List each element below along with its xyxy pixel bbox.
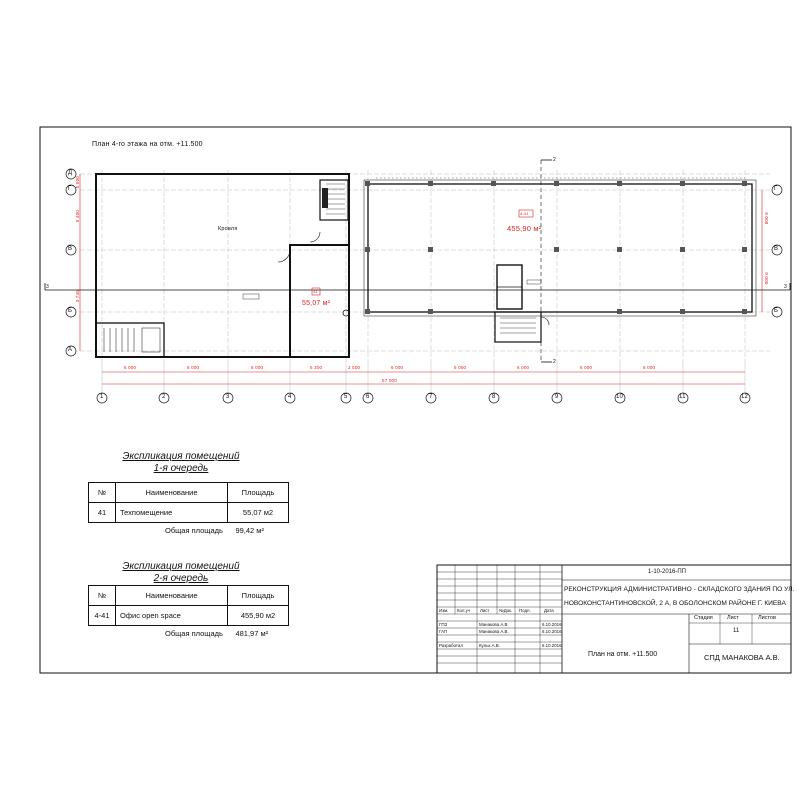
sign-name: Манакова А.В. — [479, 622, 509, 627]
sign-date: 6.10.2016 — [542, 643, 562, 648]
axis-column-label: 2 — [162, 394, 166, 400]
axis-row-label: Д — [68, 170, 73, 176]
roof-label: Кровля — [218, 226, 238, 232]
dimension-label: 9 400 — [75, 210, 80, 223]
axis-row-label: Г — [68, 186, 72, 192]
dimension-label: 3 745 — [75, 290, 80, 303]
axis-row-label: В — [68, 246, 73, 252]
col-header: Кол.уч — [457, 608, 471, 613]
axis-column-label: 11 — [679, 394, 686, 400]
section-mark-bottom: 2 — [553, 359, 556, 365]
dimension-label: 6 000 — [124, 365, 137, 370]
project-title-line1: РЕКОНСТРУКЦИЯ АДМИНИСТРАТИВНО - СКЛАДСКОГО ЗДАНИЯ ПО УЛ. — [564, 586, 795, 593]
room-41-area: 55,07 м² — [302, 300, 331, 307]
total-value: 99,42 м² — [235, 526, 264, 535]
dimension-label: 6 000 — [251, 365, 264, 370]
plan-title: План 4-го этажа на отм. +11.500 — [92, 141, 203, 148]
room-area-cell: 455,90 м2 — [228, 606, 289, 626]
dimension-label: 6 000 — [187, 365, 200, 370]
section-mark-right: 3 — [784, 284, 787, 290]
axis-row-label: Б — [774, 308, 779, 314]
header-cell: Наименование — [116, 586, 228, 606]
dimension-label: 2 500 — [348, 365, 361, 370]
explication-1-title-line1: Экспликация помещений — [122, 451, 240, 462]
sheet-label: Лист — [727, 615, 739, 621]
axis-row-label: А — [68, 347, 73, 353]
sign-role: ГАП — [439, 629, 448, 634]
col-header: Дата — [544, 608, 554, 613]
axis-column-label: 6 — [366, 394, 370, 400]
total-value: 481,97 м² — [235, 629, 269, 638]
dimension-label: 6 000 — [517, 365, 530, 370]
dimension-label: 600 6 — [764, 212, 769, 225]
dimension-total: 57 000 — [382, 378, 397, 383]
sign-name: Манакова А.В. — [479, 629, 509, 634]
room-area-cell: 55,07 м2 — [228, 503, 289, 523]
total-label: Общая площадь — [165, 629, 223, 638]
sign-date: 6.10.2016 — [542, 622, 562, 627]
axis-column-label: 1 — [100, 394, 104, 400]
company-name: СПД МАНАКОВА А.В. — [704, 653, 780, 662]
header-cell: № — [89, 483, 116, 503]
axis-column-label: 10 — [616, 394, 624, 400]
room-4-41-number: 4-41 — [520, 211, 529, 216]
col-header: №Док. — [499, 608, 513, 613]
sign-name: Кульк А.В. — [479, 643, 500, 648]
room-41-number: 41 — [313, 289, 318, 294]
dimension-label: 6 000 — [580, 365, 593, 370]
dimension-label: 000 6 — [764, 272, 769, 285]
dimension-label: 6 000 — [643, 365, 656, 370]
dimension-label: 6 000 — [454, 365, 467, 370]
sign-role: Разработал — [439, 643, 463, 648]
explication-1-title-line2: 1-я очередь — [153, 463, 209, 474]
dimension-label: 0 500 — [75, 176, 80, 189]
header-cell: № — [89, 586, 116, 606]
axis-column-label: 3 — [226, 394, 230, 400]
axis-column-label: 5 — [344, 394, 348, 400]
sheet-number: 11 — [733, 628, 740, 634]
room-name-cell: Техпомещение — [116, 503, 228, 523]
section-mark-top: 2 — [553, 157, 556, 163]
room-4-41-area: 455,90 м² — [507, 224, 542, 233]
room-number-cell: 41 — [89, 503, 116, 523]
explication-2-title-line1: Экспликация помещений — [122, 561, 240, 572]
axis-column-label: 7 — [429, 394, 433, 400]
drawing-name: План на отм. +11.500 — [588, 651, 658, 658]
col-header: Лист — [480, 608, 490, 613]
dimension-label: 5 300 — [310, 365, 323, 370]
project-title-line2: НОВОКОНСТАНТИНОВСКОЙ, 2 А, В ОБОЛОНСКОМ РАЙОНЕ Г. КИЕВА — [564, 600, 786, 607]
sheets-label: Листов — [758, 615, 776, 621]
explication-2-title-line2: 2-я очередь — [153, 573, 209, 584]
axis-column-label: 9 — [555, 394, 559, 400]
stage-label: Стадия — [694, 615, 713, 621]
header-cell: Площадь — [228, 586, 289, 606]
axis-row-label: Б — [68, 308, 73, 314]
axis-column-label: 8 — [492, 394, 496, 400]
axis-column-label: 4 — [288, 394, 292, 400]
dimension-label: 6 000 — [391, 365, 404, 370]
project-code: 1-10-2016-ПП — [648, 569, 686, 575]
axis-row-label: В — [774, 246, 779, 252]
sign-date: 6.10.2016 — [542, 629, 562, 634]
axis-row-label: Г — [774, 186, 778, 192]
axis-column-label: 12 — [741, 394, 749, 400]
sign-role: ГПЗ — [439, 622, 448, 627]
header-cell: Площадь — [228, 483, 289, 503]
col-header: Подп. — [519, 608, 531, 613]
col-header: Изм. — [439, 608, 449, 613]
room-number-cell: 4-41 — [89, 606, 116, 626]
total-label: Общая площадь — [165, 526, 223, 535]
room-name-cell: Офис open space — [116, 606, 228, 626]
section-mark-left: 3 — [46, 284, 49, 290]
header-cell: Наименование — [116, 483, 228, 503]
